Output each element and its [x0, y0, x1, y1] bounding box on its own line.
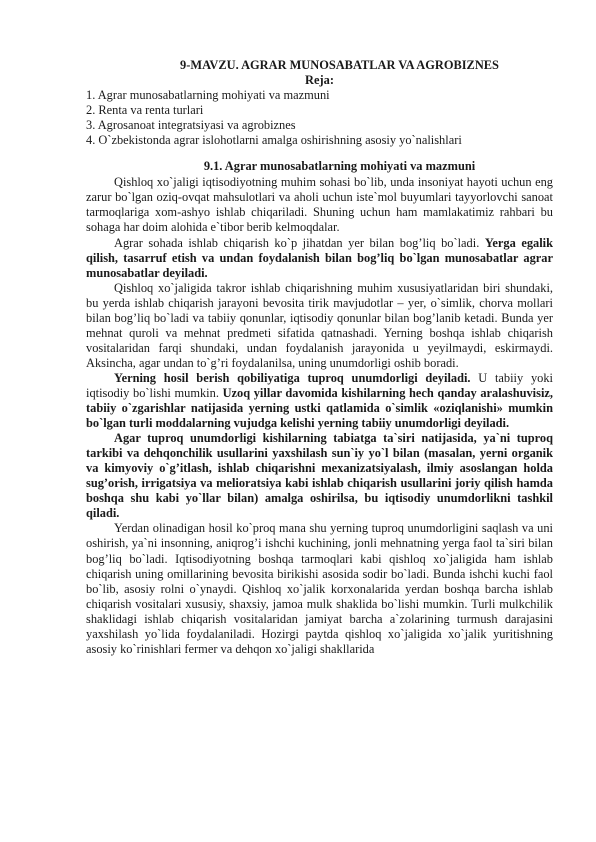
paragraph-1: Qishloq xo`jaligi iqtisodiyotning muhim sohasi bo`lib, unda insoniyat hayoti uchun eng zarur bo`lgan oziq-ovqat mahsulotlari va aholi uchun iste`mol buyumlari tayyorlovchi sanoat tarmoqlariga xom-ashyo ishlab chiqariladi. Shuning uchun ham mamlakatimiz rahbari bu sohaga har doim alohida e`tibor berib kelmoqdalar.: [86, 175, 553, 235]
plan-item: 2. Renta va renta turlari: [86, 103, 204, 118]
section-title: 9.1. Agrar munosabatlarning mohiyati va mazmuni: [203, 159, 476, 174]
definition-agrar-munosabatlar: Yerga egalik qilish, tasarruf etish va undan foydalanish bilan bog’liq bo`lgan munosabatlar agrar munosabatlar deyiladi.: [86, 235, 553, 280]
paragraph-4-text: U tabiiy yoki iqtisodiy bo`lishi mumkin.: [86, 370, 553, 400]
paragraph-2-text: Agrar sohada ishlab chiqarish ko`p jihatdan yer bilan bog’liq bo`ladi.: [114, 235, 485, 250]
paragraph-4: [86, 371, 553, 431]
definition-tuproq-unumdorligi: Yerning hosil berish qobiliyatiga tuproq unumdorligi deyiladi.: [114, 370, 471, 385]
definition-iqtisodiy-unumdorlik: Agar tuproq unumdorligi kishilarning tabiatga ta`siri natijasida, ya`ni tuproq tarkibi va dehqonchilik usullarini yaxshilash sun`iy yo`l bilan (masalan, yerni organik va kimyoviy o`g’itlash, ishlab chiqarishni mexanizatsiyalash, ilmiy asoslangan holda sug’orish, irrigatsiya va melioratsiya kabi ishlab chiqarish usullarini joriy qilish hamda boshqa shu kabi yo`llar bilan) amalga oshirilsa, bu iqtisodiy unumdorlikni tashkil qiladi.: [86, 431, 553, 521]
paragraph-5: [86, 431, 553, 521]
plan-item: 1. Agrar munosabatlarning mohiyati va mazmuni: [86, 88, 330, 103]
paragraph-6: Yerdan olinadigan hosil ko`proq mana shu yerning tuproq unumdorligini saqlash va uni oshirish, ya`ni insonning, aniqrog’i ishchi kuchining, jonli mehnatning yerga faol ta`siri bilan bog’liq bo`ladi. Iqtisodiyotning boshqa tarmoqlari kabi qishloq xo`jaligida ham ishlab chiqarish uning omillarining bevosita birikishi asosida sodir bo`ladi. Bunda ishchi kuchi faol bo`lib, asosiy rolni o`ynaydi. Qishloq xo`jalik korxonalarida yerdan boshqa barcha ishlab chiqarish vositalari xususiy, shaxsiy, jamoa mulk shaklida bo`lishi mumkin. Turli mulkchilik shaklidagi ishlab chiqarish vositalaridan jamiyat barcha a`zolarining turmush darajasini yaxshilash yo`lida foydalaniladi. Hozirgi paytda qishloq xo`jaligida xo`jalik yuritishning asosiy ko`rinishlari fermer va dehqon xo`jaligi shakllarida: [86, 521, 553, 656]
plan-item: 3. Agrosanoat integratsiyasi va agrobiznes: [86, 118, 296, 133]
plan-item: 4. O`zbekistonda agrar islohotlarni amalga oshirishning asosiy yo`nalishlari: [86, 133, 462, 148]
plan-list: [86, 88, 553, 148]
plan-heading: Reja:: [305, 73, 334, 88]
definition-tabiiy-unumdorlik: Uzoq yillar davomida kishilarning hech qanday aralashuvisiz, tabiiy o`zgarishlar natijasida yerning ustki qatlamida o`simlik «oziqlanishi» mumkin bo`lgan turli moddalarning vujudga kelishi yerning tabiiy unumdorligi deyiladi.: [86, 385, 553, 431]
paragraph-2: [86, 236, 553, 281]
page-title: 9-MAVZU. AGRAR MUNOSABATLAR VA AGROBIZNES: [180, 58, 499, 72]
paragraph-3: Qishloq xo`jaligida takror ishlab chiqarishning muhim xususiyatlaridan biri shundaki, bu yerda ishlab chiqarish jarayoni bevosita tirik mavjudotlar – yer, o`simlik, chorva mollari bilan bog’liq bo`ladi va tabiiy qonunlar, iqtisodiy qonunlar bilan bog’lanib ketadi. Bunda yer mehnat quroli va mehnat predmeti sifatida qatnashadi. Yerning boshqa ishlab chiqarish vositalaridan farqi shundaki, undan foydalanish jarayonida u yeyilmaydi, eskirmaydi. Aksincha, agar undan to`g’ri foydalanilsa, uning unumdorligi oshib boradi.: [86, 280, 553, 370]
document-page: [86, 58, 553, 657]
